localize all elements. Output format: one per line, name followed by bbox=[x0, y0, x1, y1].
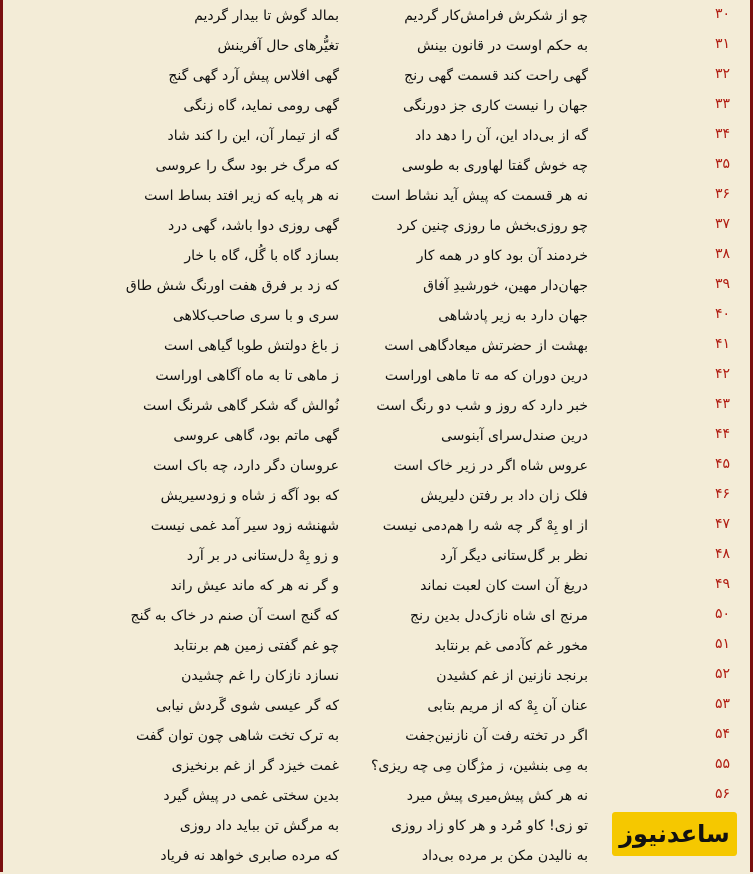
verse-row bbox=[3, 214, 750, 244]
verse-number: ۴۵ bbox=[714, 456, 730, 472]
verse-row bbox=[3, 574, 750, 604]
verse-row bbox=[3, 274, 750, 304]
first-hemistich: عروس شاه اگر در زیر خاک است bbox=[393, 458, 588, 474]
verse-row bbox=[3, 154, 750, 184]
verse-row bbox=[3, 634, 750, 664]
verse-number: ۵۰ bbox=[714, 606, 730, 622]
verse-row bbox=[3, 4, 750, 34]
second-hemistich: گهی ماتم بود، گاهی عروسی bbox=[173, 428, 339, 444]
verse-number: ۵۲ bbox=[714, 666, 730, 682]
verse-number: ۴۳ bbox=[714, 396, 730, 412]
first-hemistich: بهشت از حضرتش میعادگاهی است bbox=[384, 338, 588, 354]
first-hemistich: نظر بر گل‌ستانی دیگر آرد bbox=[439, 548, 588, 564]
second-hemistich: عروسان دگر دارد، چه باک است bbox=[153, 458, 339, 474]
second-hemistich: غمت خیزد گر از غم برنخیزی bbox=[171, 758, 339, 774]
first-hemistich: چو از شکرش فرامش‌کار گردیم bbox=[404, 8, 588, 24]
verse-number: ۴۱ bbox=[714, 336, 730, 352]
verse-row bbox=[3, 484, 750, 514]
first-hemistich: درین صندل‌سرای آبنوسی bbox=[440, 428, 588, 444]
first-hemistich: اگر در تخته رفت آن نازنین‌جفت bbox=[405, 728, 588, 744]
verse-row bbox=[3, 544, 750, 574]
verse-row bbox=[3, 754, 750, 784]
verse-row bbox=[3, 664, 750, 694]
second-hemistich: نُوالش گه شکر گاهی شرنگ است bbox=[143, 398, 339, 414]
first-hemistich: نه هر قسمت که پیش آید نشاط است bbox=[371, 188, 588, 204]
verse-row bbox=[3, 304, 750, 334]
verse-row bbox=[3, 364, 750, 394]
first-hemistich: برنجد نازنین از غم کشیدن bbox=[436, 668, 588, 684]
second-hemistich: سری و با سری صاحب‌کلاهی bbox=[172, 308, 339, 324]
verse-number: ۵۵ bbox=[714, 756, 730, 772]
second-hemistich: بدین سختی غمی در پیش گیرد bbox=[163, 788, 339, 804]
verse-row bbox=[3, 454, 750, 484]
second-hemistich: ز باغ دولتش طوبا گیاهی است bbox=[164, 338, 339, 354]
verse-number: ۴۶ bbox=[714, 486, 730, 502]
site-logo: ساعدنیوز bbox=[612, 812, 737, 856]
verse-number: ۴۴ bbox=[714, 426, 730, 442]
second-hemistich: به ترک تخت شاهی چون توان گفت bbox=[136, 728, 339, 744]
verse-row bbox=[3, 184, 750, 214]
first-hemistich: دریغ آن است کان لعبت نماند bbox=[420, 578, 588, 594]
first-hemistich: فلک زان داد بر رفتن دلیریش bbox=[420, 488, 588, 504]
verse-row bbox=[3, 514, 750, 544]
verse-number: ۴۲ bbox=[714, 366, 730, 382]
verse-row bbox=[3, 244, 750, 274]
first-hemistich: جهان‌دار مهین، خورشیدِ آفاق bbox=[423, 278, 588, 294]
first-hemistich: خردمند آن بود کاو در همه کار bbox=[416, 248, 588, 264]
second-hemistich: ز ماهی تا به ماه آگاهی اوراست bbox=[155, 368, 339, 384]
second-hemistich: و زو بِهْ دل‌ستانی در بر آرد bbox=[186, 548, 339, 564]
second-hemistich: که گر عیسی شوی گَردش نیابی bbox=[155, 698, 339, 714]
verse-row bbox=[3, 724, 750, 754]
verse-number: ۳۰ bbox=[714, 6, 730, 22]
verse-row bbox=[3, 34, 750, 64]
first-hemistich: عنان آن بِهْ که از مریم بتابی bbox=[427, 698, 588, 714]
first-hemistich: گه از بی‌داد این، آن را دهد داد bbox=[414, 128, 588, 144]
second-hemistich: چو غم گفتی زمین هم برنتابد bbox=[173, 638, 339, 654]
second-hemistich: تغیُّرهای حال آفرینش bbox=[217, 38, 339, 54]
verse-number: ۳۷ bbox=[714, 216, 730, 232]
verse-number: ۳۶ bbox=[714, 186, 730, 202]
verse-number: ۳۹ bbox=[714, 276, 730, 292]
verse-row bbox=[3, 94, 750, 124]
verse-row bbox=[3, 334, 750, 364]
first-hemistich: به نالیدن مکن بر مرده بی‌داد bbox=[421, 848, 588, 864]
verse-number: ۳۱ bbox=[714, 36, 730, 52]
verse-number: ۳۲ bbox=[714, 66, 730, 82]
first-hemistich: از او بِهْ گر چه شه را هم‌دمی نیست bbox=[382, 518, 588, 534]
first-hemistich: نه هر کش پیش‌میری پیش میرد bbox=[406, 788, 588, 804]
first-hemistich: درین دوران که مه تا ماهی اوراست bbox=[384, 368, 588, 384]
second-hemistich: شهنشه زود سیر آمد غمی نیست bbox=[150, 518, 339, 534]
second-hemistich: بمالد گوش تا بیدار گردیم bbox=[194, 8, 339, 24]
verse-number: ۴۷ bbox=[714, 516, 730, 532]
first-hemistich: تو زی! کاو مُرد و هر کاو زاد روزی bbox=[391, 818, 588, 834]
first-hemistich: به حکم اوست در قانون بینش bbox=[416, 38, 588, 54]
second-hemistich: و گر نه هر که ماند عیش راند bbox=[170, 578, 339, 594]
second-hemistich: که مرده صابری خواهد نه فریاد bbox=[160, 848, 339, 864]
first-hemistich: جهان را نیست کاری جز دورنگی bbox=[403, 98, 588, 114]
verse-number: ۵۴ bbox=[714, 726, 730, 742]
verse-row bbox=[3, 424, 750, 454]
first-hemistich: چه خوش گفتا لهاوری به طوسی bbox=[401, 158, 588, 174]
verse-number: ۴۰ bbox=[714, 306, 730, 322]
second-hemistich: که گنج است آن صنم در خاک به گنج bbox=[130, 608, 339, 624]
second-hemistich: بسازد گاه با گُل، گاه با خار bbox=[184, 248, 339, 264]
first-hemistich: مرنج ای شاه نازک‌دل بدین رنج bbox=[410, 608, 588, 624]
verse-number: ۵۳ bbox=[714, 696, 730, 712]
first-hemistich: به مِی بنشین، ز مژگان مِی چه ریزی؟ bbox=[370, 758, 588, 774]
verse-number: ۴۹ bbox=[714, 576, 730, 592]
verse-row bbox=[3, 394, 750, 424]
second-hemistich: گهی رومی نماید، گاه زنگی bbox=[183, 98, 339, 114]
first-hemistich: گهی راحت کند قسمت گهی رنج bbox=[404, 68, 588, 84]
second-hemistich: گهی روزی دوا باشد، گهی درد bbox=[168, 218, 339, 234]
verse-number: ۳۵ bbox=[714, 156, 730, 172]
first-hemistich: خبر دارد که روز و شب دو رنگ است bbox=[376, 398, 588, 414]
verse-number: ۵۱ bbox=[714, 636, 730, 652]
verse-row bbox=[3, 604, 750, 634]
second-hemistich: گه از تیمار آن، این را کند شاد bbox=[167, 128, 339, 144]
second-hemistich: به مرگش تن بباید داد روزی bbox=[179, 818, 339, 834]
first-hemistich: جهان دارد به زیر پادشاهی bbox=[438, 308, 588, 324]
verse-row bbox=[3, 784, 750, 814]
first-hemistich: چو روزی‌بخش ما روزی چنین کرد bbox=[396, 218, 588, 234]
verse-number: ۵۶ bbox=[714, 786, 730, 802]
verse-number: ۳۸ bbox=[714, 246, 730, 262]
second-hemistich: که زد بر فرق هفت اورنگ شش طاق bbox=[125, 278, 339, 294]
second-hemistich: گهی افلاس پیش آرد گهی گنج bbox=[168, 68, 339, 84]
verse-row bbox=[3, 694, 750, 724]
verse-row bbox=[3, 64, 750, 94]
second-hemistich: نسازد نازکان را غم چشیدن bbox=[181, 668, 339, 684]
verse-number: ۳۴ bbox=[714, 126, 730, 142]
second-hemistich: که مرگ خر بود سگ را عروسی bbox=[155, 158, 339, 174]
verse-row bbox=[3, 124, 750, 154]
second-hemistich: نه هر پایه که زیر افتد بساط است bbox=[144, 188, 339, 204]
first-hemistich: مخور غم کآدمی غم برنتابد bbox=[434, 638, 588, 654]
verse-number: ۴۸ bbox=[714, 546, 730, 562]
second-hemistich: که بود آگه ز شاه و زودسیریش bbox=[160, 488, 339, 504]
verse-number: ۳۳ bbox=[714, 96, 730, 112]
